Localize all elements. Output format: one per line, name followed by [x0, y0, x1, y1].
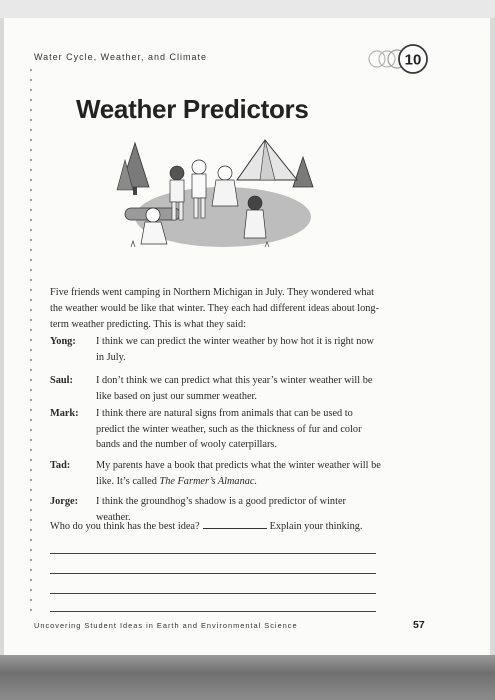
speaker-name: Saul:: [50, 375, 73, 386]
speaker-name: Mark:: [50, 408, 79, 419]
scan-bottom-edge: [0, 655, 495, 700]
question-text: Who do you think has the best idea?: [50, 521, 200, 532]
page-number: 57: [413, 619, 425, 631]
chapter-number: 10: [404, 51, 422, 69]
intro-paragraph: Five friends went camping in Northern Michigan in July. They wondered what the weather would be like that winter. They each had different ideas about long-term weather predicting. This is what they said:: [50, 287, 380, 330]
dotted-margin-rule: [29, 65, 33, 613]
speaker-name: Yong:: [50, 336, 76, 347]
speaker-name: Jorge:: [50, 496, 79, 507]
statement-text: I think there are natural signs from animals that can be used to predict the winter weather, such as the thickness of fur and color bands and the number of wooly caterpillars.: [96, 408, 362, 450]
answer-line[interactable]: [50, 593, 376, 594]
statement-text: My parents have a book that predicts what the winter weather will be like. It’s called The Farmer’s Almanac.: [96, 460, 381, 487]
camping-friends-illustration: [115, 135, 320, 257]
explain-text: Explain your thinking.: [269, 521, 363, 532]
answer-line[interactable]: [50, 573, 376, 574]
book-title-footer: Uncovering Student Ideas in Earth and Environmental Science: [34, 621, 298, 630]
statement-text: I don’t think we can predict what this year’s winter weather will be like based on just our summer weather.: [96, 375, 373, 402]
chapter-badge: [368, 43, 430, 75]
answer-line[interactable]: [50, 611, 376, 612]
answer-blank[interactable]: [203, 519, 267, 529]
statement-text: I think we can predict the winter weather by how hot it is right now in July.: [96, 336, 374, 363]
answer-line[interactable]: [50, 553, 376, 554]
question-prompt: [50, 519, 390, 532]
speaker-name: Tad:: [50, 460, 71, 471]
page-title: Weather Predictors: [76, 94, 309, 124]
book-title: The Farmer’s Almanac.: [159, 475, 258, 487]
section-header: Water Cycle, Weather, and Climate: [34, 52, 208, 62]
scan-top-edge: [0, 0, 495, 18]
statement-text: I think the groundhog’s shadow is a good predictor of winter weather.: [96, 496, 346, 523]
